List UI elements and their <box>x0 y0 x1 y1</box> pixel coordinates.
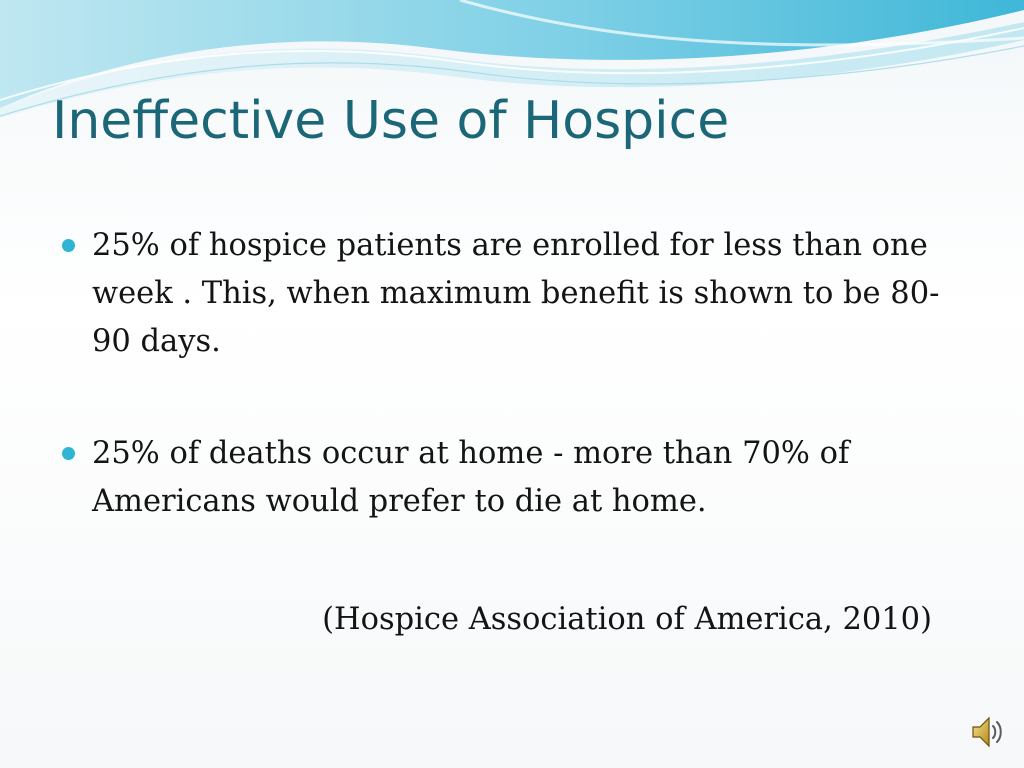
speaker-icon[interactable] <box>970 714 1004 750</box>
bullet-dot-icon <box>62 239 75 252</box>
slide-title: Ineffective Use of Hospice <box>52 91 730 151</box>
bullet-list <box>62 222 962 526</box>
bullet-dot-icon <box>62 447 75 460</box>
citation: (Hospice Association of America, 2010) <box>322 602 932 637</box>
bullet-item-home-deaths <box>62 430 962 526</box>
bullet-text: 25% of hospice patients are enrolled for less than one week . This, when maximum benefit is shown to be 80-90 days. <box>92 228 940 359</box>
bullet-item-enrollment <box>62 222 962 366</box>
bullet-text: 25% of deaths occur at home - more than 70% of Americans would prefer to die at home. <box>92 436 850 519</box>
